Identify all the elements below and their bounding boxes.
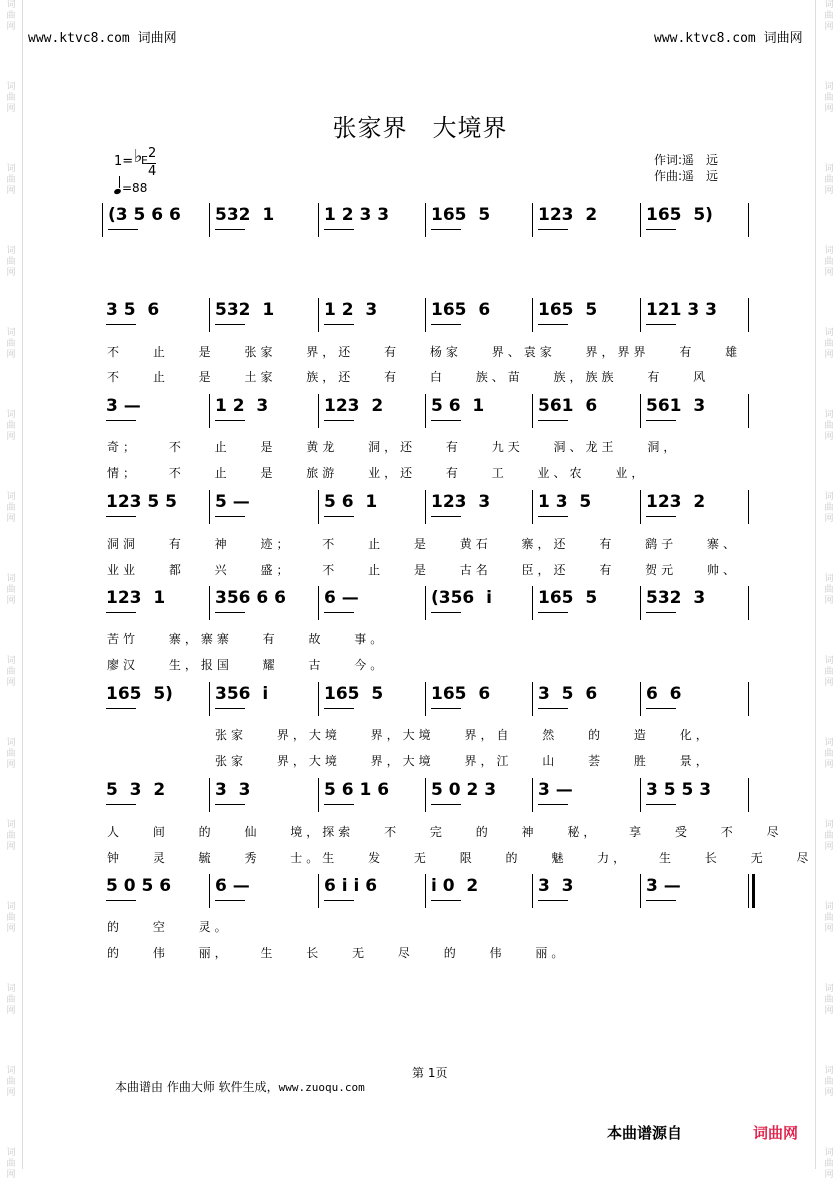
beam-line [538,804,568,805]
bar-line [425,586,426,620]
bar-line [532,490,533,524]
beam-line [646,324,676,325]
lyric-verse-2: 不 止 是 土家 族，还 有 白 族、苗 族，族族 有 风 [107,370,710,384]
watermark-text: 词 曲 网 [6,1066,16,1098]
measure: 165 5) [106,684,173,704]
beam-line [106,612,136,613]
bar-line [640,490,641,524]
bar-line [748,298,749,332]
bar-line [640,874,641,908]
beam-line [646,516,676,517]
measure: 165 6 [431,300,491,320]
beam-line [106,420,136,421]
measure: 6 6 [646,684,682,704]
measure: (3 5 6 6 [108,205,181,225]
measure: 356 6 6 [215,588,286,608]
watermark-text: 词 曲 网 [6,410,16,442]
page-number: 第 1页 [412,1066,448,1080]
flat-icon: ♭ [134,146,143,167]
watermark-text: 词 曲 网 [6,0,16,32]
bar-line [318,394,319,428]
bar-line [748,778,749,812]
beam-line [324,804,354,805]
bar-line [640,682,641,716]
measure: 165 5 [538,588,598,608]
beam-line [646,420,676,421]
lyric-verse-1: 的 空 灵。 [107,920,231,934]
lyric-verse-2: 的 伟 丽， 生 长 无 尽 的 伟 丽。 [107,946,568,960]
beam-line [215,229,245,230]
bar-line [209,778,210,812]
beam-line [646,804,676,805]
measure: 6 i i 6 [324,876,378,896]
site-url[interactable]: www.ktvc8.com [654,31,756,46]
measure: 6 — [324,588,359,608]
watermark-text: 词 曲 网 [824,1148,834,1180]
beam-line [215,516,245,517]
beam-line [538,324,568,325]
measure: 165 5 [538,300,598,320]
bar-line [318,682,319,716]
beam-line [538,516,568,517]
key-note: E [141,154,148,167]
beam-line [431,804,461,805]
bar-line [748,682,749,716]
bar-line [318,490,319,524]
bar-line [209,203,210,237]
measure: 123 1 [106,588,166,608]
beam-line [324,420,354,421]
measure: 5 6 1 [324,492,378,512]
measure: 1 2 3 3 [324,205,390,225]
beam-line [215,708,245,709]
beam-line [215,900,245,901]
lyric-verse-1: 人 间 的 仙 境，探索 不 完 的 神 秘， 享 受 不 尽 [107,825,783,839]
beam-line [106,324,136,325]
beam-line [108,229,138,230]
beam-line [431,324,461,325]
measure: 1 2 3 [215,396,269,416]
measure: 532 1 [215,300,275,320]
bar-line [532,394,533,428]
site-url[interactable]: www.ktvc8.com [28,31,130,46]
bar-line [640,203,641,237]
measure: 5 — [215,492,250,512]
watermark-text: 词 曲 网 [824,0,834,32]
beam-line [431,229,461,230]
bar-line [640,586,641,620]
measure: (356 i [431,588,492,608]
beam-line [646,229,676,230]
measure: 1 2 3 [324,300,378,320]
watermark-text: 词 曲 网 [6,82,16,114]
measure: 121 3 3 [646,300,717,320]
lyric-verse-2: 张家 界，大境 界，大境 界，江 山 荟 胜 景， [215,754,712,768]
bar-line [209,394,210,428]
lyric-verse-2: 廖汉 生，报国 耀 古 今。 [107,658,387,672]
beam-line [106,804,136,805]
bar-line [532,682,533,716]
beam-line [106,708,136,709]
watermark-text: 词 曲 网 [6,492,16,524]
song-title: 张家界 大境界 [332,114,508,142]
bar-line [425,778,426,812]
bar-line [318,203,319,237]
bar-line [102,203,103,237]
bar-line [425,203,426,237]
watermark-text: 词 曲 网 [6,820,16,852]
beam-line [538,229,568,230]
beam-line [431,900,461,901]
beam-line [324,229,354,230]
lyric-verse-1: 奇； 不 止 是 黄龙 洞，还 有 九天 洞、龙王 洞， [107,440,680,454]
lyric-verse-2: 业业 都 兴 盛； 不 止 是 古名 臣，还 有 贺元 帅、 [107,563,739,577]
measure: 165 5) [646,205,713,225]
measure: 3 3 [215,780,251,800]
bar-line [425,394,426,428]
watermark-text: 词 曲 网 [824,984,834,1016]
lyric-verse-1: 苦竹 寨，寨寨 有 故 事。 [107,632,387,646]
beam-line [324,900,354,901]
beam-line [646,708,676,709]
watermark-text: 词 曲 网 [824,820,834,852]
beam-line [106,516,136,517]
measure: 6 — [215,876,250,896]
source-brand[interactable]: 词曲网 [753,1124,799,1142]
beam-line [215,612,245,613]
bar-line [209,586,210,620]
bar-line [532,778,533,812]
beam-line [538,900,568,901]
site-name: 词曲网 [763,31,803,46]
bar-line [425,490,426,524]
beam-line [324,324,354,325]
measure: 165 5 [431,205,491,225]
bar-line [209,490,210,524]
measure: 5 6 1 6 [324,780,390,800]
beam-line [431,516,461,517]
watermark-text: 词 曲 网 [824,492,834,524]
measure: 5 0 2 3 [431,780,497,800]
beam-line [431,420,461,421]
beam-line [215,420,245,421]
watermark-text: 词 曲 网 [824,656,834,688]
footer-url[interactable]: www.zuoqu.com [278,1081,365,1094]
watermark-text: 词 曲 网 [824,574,834,606]
beam-line [538,420,568,421]
beam-line [106,900,136,901]
bar-line [640,778,641,812]
beam-line [646,900,676,901]
measure: 3 — [106,396,141,416]
watermark-text: 词 曲 网 [6,656,16,688]
site-name: 词曲网 [137,31,177,46]
watermark-text: 词 曲 网 [6,738,16,770]
bar-line [748,394,749,428]
bar-line [318,586,319,620]
source-label: 本曲谱源自 [607,1124,683,1142]
watermark-text: 词 曲 网 [6,246,16,278]
measure: 123 3 [431,492,491,512]
measure: 5 3 2 [106,780,166,800]
bar-line [318,298,319,332]
measure: 561 6 [538,396,598,416]
beam-line [324,708,354,709]
beam-line [324,516,354,517]
bar-line [748,203,749,237]
measure: 532 3 [646,588,706,608]
bar-line [640,394,641,428]
watermark-text: 词 曲 网 [824,1066,834,1098]
lyric-verse-2: 情； 不 止 是 旅游 业，还 有 工 业、农 业， [107,466,648,480]
lyric-verse-1: 张家 界，大境 界，大境 界，自 然 的 造 化， [215,728,712,742]
beam-line [431,708,461,709]
watermark-text: 词 曲 网 [824,82,834,114]
lyric-verse-1: 不 止 是 张家 界，还 有 杨家 界、袁家 界，界界 有 雄 [107,345,742,359]
lyric-verse-2: 钟 灵 毓 秀 士。生 发 无 限 的 魅 力， 生 长 无 尽 [107,851,813,865]
measure: 3 — [538,780,573,800]
bar-line [748,586,749,620]
bar-line [318,778,319,812]
measure: 532 1 [215,205,275,225]
bar-line [209,874,210,908]
beam-line [431,612,461,613]
lyricist: 作词:遥 远 [654,153,719,167]
watermark-text: 词 曲 网 [6,984,16,1016]
measure: 123 5 5 [106,492,177,512]
beam-line [538,612,568,613]
measure: 123 2 [538,205,598,225]
bar-line [532,586,533,620]
footer-text: 本曲谱由 作曲大师 软件生成， [115,1080,279,1094]
composer: 作曲:遥 远 [654,169,719,183]
time-denominator: 4 [148,164,157,179]
measure: 5 0 5 6 [106,876,172,896]
bar-line [748,490,749,524]
bar-line [532,298,533,332]
watermark-text: 词 曲 网 [6,164,16,196]
measure: 3 5 5 3 [646,780,712,800]
lyric-verse-1: 洞洞 有 神 迹； 不 止 是 黄石 寨，还 有 鹞子 寨、 [107,537,739,551]
measure: 123 2 [324,396,384,416]
bar-line [640,298,641,332]
measure: 561 3 [646,396,706,416]
bar-line [425,874,426,908]
beam-line [538,708,568,709]
bar-line [425,682,426,716]
bar-line [209,298,210,332]
measure: 3 5 6 [106,300,160,320]
measure: 3 — [646,876,681,896]
tempo-value: =88 [122,181,148,195]
watermark-text: 词 曲 网 [824,738,834,770]
watermark-text: 词 曲 网 [824,902,834,934]
measure: 356 i [215,684,269,704]
watermark-text: 词 曲 网 [824,164,834,196]
watermark-text: 词 曲 网 [824,410,834,442]
measure: 3 5 6 [538,684,598,704]
measure: 5 6 1 [431,396,485,416]
bar-line [748,874,749,908]
measure: 165 6 [431,684,491,704]
time-numerator: 2 [148,146,157,161]
final-bar-line [752,874,755,908]
footer [115,1078,365,1095]
beam-line [324,612,354,613]
bar-line [532,874,533,908]
bar-line [209,682,210,716]
beam-line [215,804,245,805]
bar-line [425,298,426,332]
watermark-text: 词 曲 网 [6,902,16,934]
beam-line [215,324,245,325]
beam-line [646,612,676,613]
watermark-text: 词 曲 网 [6,1148,16,1180]
watermark-text: 词 曲 网 [6,574,16,606]
measure: 3 3 [538,876,574,896]
watermark-text: 词 曲 网 [824,328,834,360]
measure: i 0 2 [431,876,479,896]
measure: 165 5 [324,684,384,704]
watermark-text: 词 曲 网 [824,246,834,278]
key-prefix: 1= [114,154,134,169]
measure: 1 3 5 [538,492,592,512]
measure: 123 2 [646,492,706,512]
bar-line [318,874,319,908]
bar-line [532,203,533,237]
watermark-text: 词 曲 网 [6,328,16,360]
